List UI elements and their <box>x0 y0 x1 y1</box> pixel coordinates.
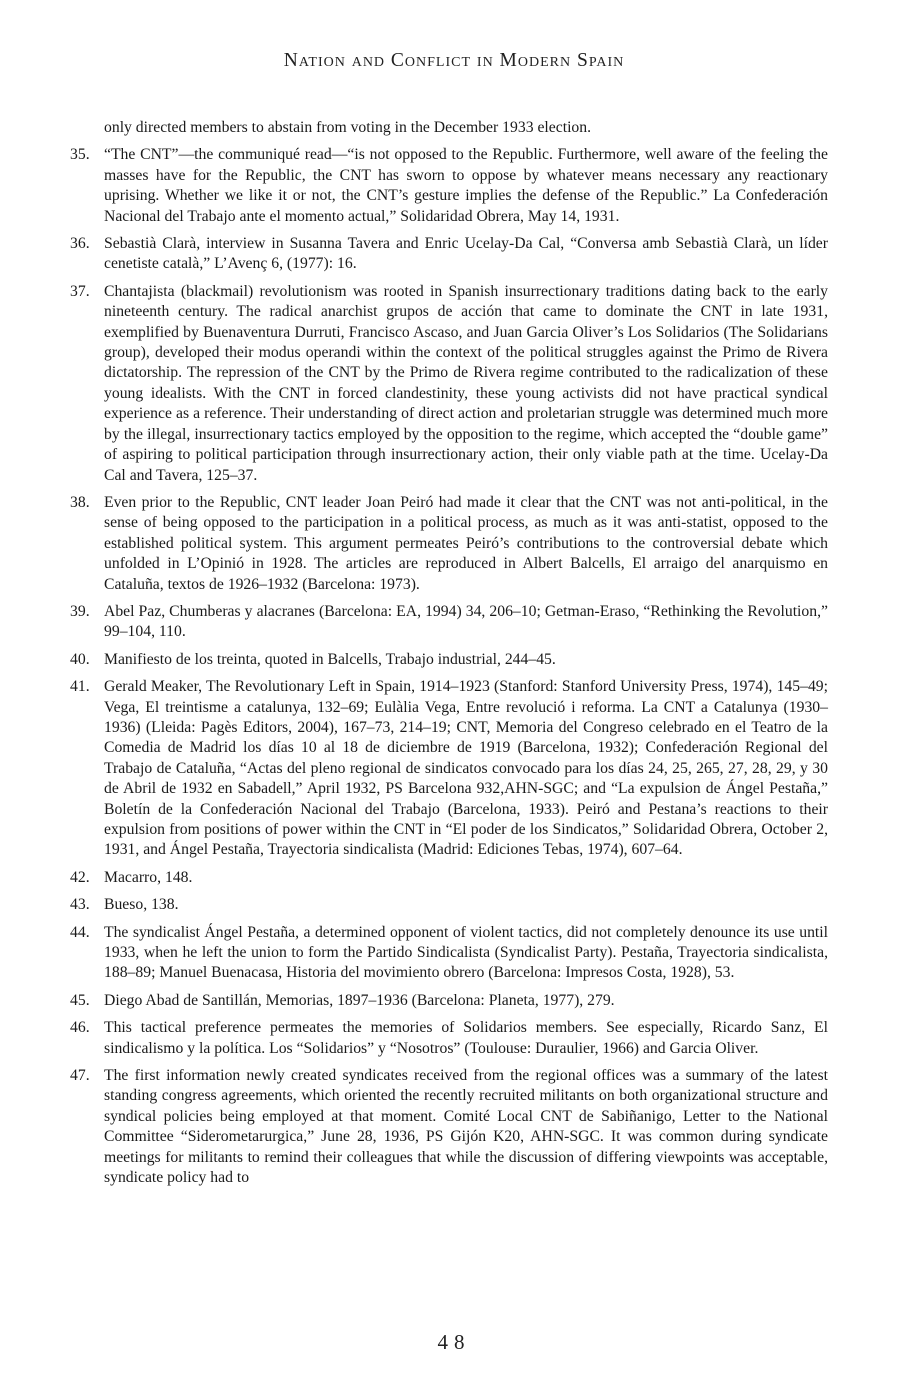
note-38 <box>70 493 828 595</box>
note-text: Sebastià Clarà, interview in Susanna Tavera and Enric Ucelay-Da Cal, “Conversa amb Sebastià Clarà, un líder cenetiste català,” L’Avenç 6, (1977): 16. <box>104 235 828 273</box>
note-text: Gerald Meaker, The Revolutionary Left in Spain, 1914–1923 (Stanford: Stanford University Press, 1974), 145–49; Vega, El treintisme a catalunya, 132–69; Eulàlia Vega, Entre revolució i reforma. La CNT a Catalunya (1930–1936) (Lleida: Pagès Editors, 2004), 167–73, 214–19; CNT, Memoria del Congreso celebrado en el Teatro de la Comedia de Madrid los días 10 al 18 de diciembre de 1919 (Barcelona, 1932); Confederación Regional del Trabajo de Cataluña, “Actas del pleno regional de sindicatos convocado para los días 24, 25, 265, 27, 28, 29, y 30 de Abril de 1932 en Sabadell,” April 1932, PS Barcelona 932,AHN-SGC; and “La expulsion de Ángel Pestaña,” Boletín de la Confederación Nacional del Trabajo (Barcelona, 1933). Peiró and Pestana’s reactions to their expulsion from positions of power within the CNT in “El poder de los Sindicatos,” Solidaridad Obrera, October 2, 1931, and Ángel Pestaña, Trayectoria sindicalista (Madrid: Ediciones Tebas, 1974), 607–64. <box>104 678 828 859</box>
note-number: 43. <box>70 896 90 914</box>
note-41 <box>70 677 828 861</box>
note-text: The first information newly created syndicates received from the regional offices was a summary of the latest standing congress agreements, which oriented the recently recruited militants on both organizational structure and syndical policies being employed at that moment. Comité Local CNT de Sabiñanigo, Letter to the National Committee “Siderometarurgica,” June 28, 1936, PS Gijón K20, AHN-SGC. It was common during syndicate meetings for militants to remind their colleagues that while the discussion of differing viewpoints was acceptable, syndicate policy had to <box>104 1067 828 1187</box>
note-number: 38. <box>70 493 90 511</box>
note-number: 35. <box>70 146 90 164</box>
note-text: Even prior to the Republic, CNT leader Joan Peiró had made it clear that the CNT was not anti-political, in the sense of being opposed to the participation in a political process, as much as it was anti-statist, opposed to the established political system. This argument permeates Peiró’s contributions to the controversial debate which unfolded in L’Opinió in 1928. The articles are reproduced in Albert Balcells, El arraigo del anarquismo en Cataluña, textos de 1926–1932 (Barcelona: 1973). <box>104 493 828 593</box>
note-36 <box>70 234 828 275</box>
note-text: The syndicalist Ángel Pestaña, a determined opponent of violent tactics, did not completely denounce its use until 1933, when he left the union to form the Partido Sindicalista (Syndicalist Party). Pestaña, Trayectoria sindicalista, 188–89; Manuel Buenacasa, Historia del movimiento obrero (Barcelona: Impresos Costa, 1928), 53. <box>104 923 828 982</box>
endnotes <box>70 118 828 1196</box>
note-47 <box>70 1066 828 1188</box>
page-number: 48 <box>437 1330 471 1354</box>
note-number: 46. <box>70 1019 90 1037</box>
note-number: 42. <box>70 868 90 886</box>
running-head: Nation and Conflict in Modern Spain <box>283 50 625 71</box>
note-text: “The CNT”—the communiqué read—“is not opposed to the Republic. Furthermore, well aware of the feeling the masses have for the Republic, the CNT has sworn to oppose by whatever means necessary any reactionary uprising. Whether we like it or not, the CNT’s gesture implies the defense of the Republic.” La Confederación Nacional del Trabajo ante el momento actual,” Solidaridad Obrera, May 14, 1931. <box>104 146 828 225</box>
note-35 <box>70 145 828 227</box>
note-number: 36. <box>70 235 90 253</box>
note-continuation: only directed members to abstain from voting in the December 1933 election. <box>104 119 592 136</box>
note-number: 41. <box>70 678 90 696</box>
note-text: Bueso, 138. <box>104 896 179 914</box>
note-42 <box>70 868 828 888</box>
note-text: This tactical preference permeates the memories of Solidarios members. See especially, Ricardo Sanz, El sindicalismo y la política. Los “Solidarios” y “Nosotros” (Toulouse: Duraulier, 1966) and Garcia Oliver. <box>104 1019 828 1057</box>
note-number: 47. <box>70 1067 90 1085</box>
note-39 <box>70 602 828 643</box>
note-text: Manifiesto de los treinta, quoted in Balcells, Trabajo industrial, 244–45. <box>104 650 556 668</box>
note-45 <box>70 991 828 1011</box>
note-43 <box>70 895 828 915</box>
note-number: 40. <box>70 650 90 668</box>
note-44 <box>70 923 828 984</box>
note-text: Diego Abad de Santillán, Memorias, 1897–1936 (Barcelona: Planeta, 1977), 279. <box>104 991 615 1009</box>
note-number: 44. <box>70 923 90 941</box>
note-number: 45. <box>70 991 90 1009</box>
note-number: 37. <box>70 282 90 300</box>
note-46 <box>70 1018 828 1059</box>
note-37 <box>70 282 828 486</box>
note-40 <box>70 650 828 670</box>
note-number: 39. <box>70 602 90 620</box>
note-text: Abel Paz, Chumberas y alacranes (Barcelona: EA, 1994) 34, 206–10; Getman-Eraso, “Rethinking the Revolution,” 99–104, 110. <box>104 602 828 641</box>
note-text: Macarro, 148. <box>104 868 193 886</box>
note-text: Chantajista (blackmail) revolutionism was rooted in Spanish insurrectionary traditions dating back to the early nineteenth century. The radical anarchist grupos de acción that came to dominate the CNT in late 1931, exemplified by Buenaventura Durruti, Francisco Ascaso, and Juan Garcia Oliver’s Los Solidarios (The Solidarians group), developed their modus operandi within the context of the political struggles against the Primo de Rivera dictatorship. The repression of the CNT by the Primo de Rivera regime contributed to the radicalization of these young idealists. With the CNT in forced clandestinity, these young activists did not have practical syndical experience as a reference. Their understanding of direct action and proletarian struggle was determined much more by the illegal, insurrectionary tactics employed by the opposition to the regime, which accepted the “double game” of aspiring to political participation through insurrectionary action, their only viable path at the time. Ucelay-Da Cal and Tavera, 125–37. <box>104 282 828 484</box>
